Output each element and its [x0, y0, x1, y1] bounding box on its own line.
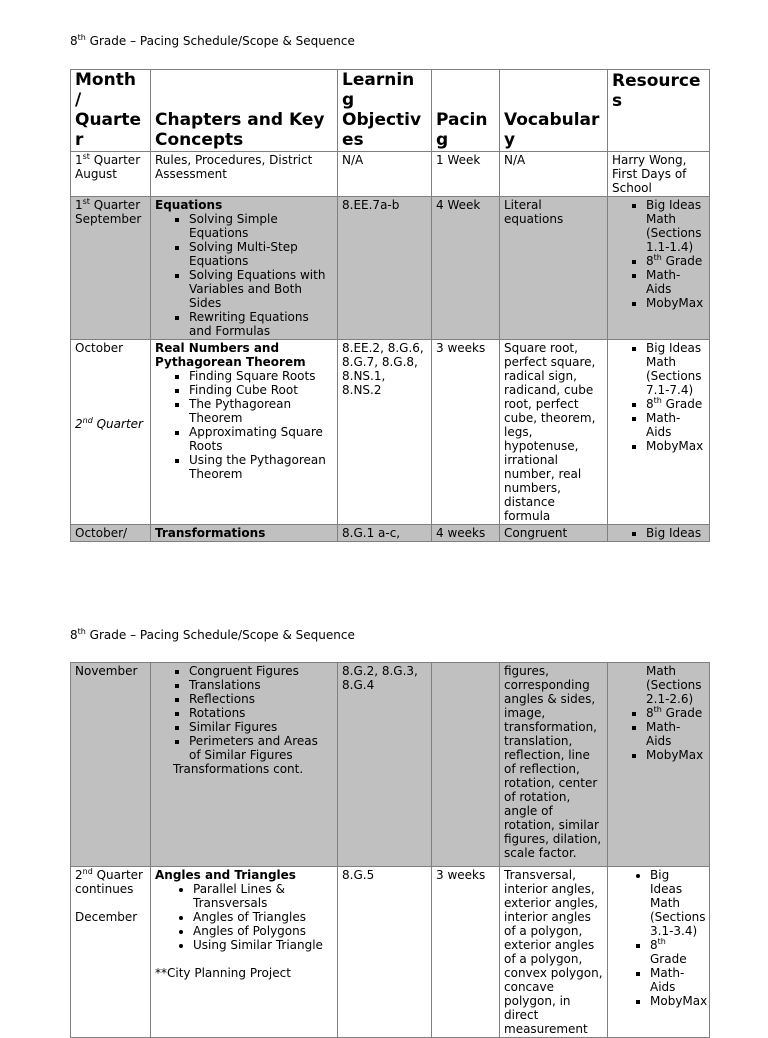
vocab-cell: figures, corresponding angles & sides, image, transformation, translation, reflection, line of reflection, rotation, center of rotation, angle of rotation, similar figures, dilation, scale factor.: [500, 663, 608, 867]
month-cell: November: [71, 663, 151, 867]
resource-list: [612, 706, 705, 762]
resources-cell: Harry Wong, First Days of School: [608, 152, 710, 197]
topic-list: [155, 369, 333, 481]
column-header-objectives: Learnin g Objectiv es: [338, 70, 432, 152]
pacing-table-page2: [70, 662, 710, 1038]
resource-item: ▪ 8th Grade: [650, 938, 705, 966]
header-grade-number: 8: [70, 628, 78, 642]
header-grade-sup: th: [77, 33, 86, 42]
chapter-cell: [151, 663, 338, 867]
vocab-cell: Square root, perfect square, radical sign, radicand, cube root, perfect cube, theorem, legs, hypotenuse, irrational number, real numbers, distance formula: [500, 340, 608, 525]
topic-item: ▪ Perimeters and Areas of Similar Figures: [189, 734, 333, 762]
topic-item: • Angles of Triangles: [193, 910, 333, 924]
topic-item: ▪ Reflections: [189, 692, 333, 706]
header-grade-number: 8: [70, 34, 78, 48]
month-cell: 1st Quarter September: [71, 197, 151, 340]
resource-list: [612, 526, 705, 540]
vocab-cell: Transversal, interior angles, exterior angles, interior angles of a polygon, exterior angles of a polygon, convex polygon, concave polygon, in direct measurement: [500, 867, 608, 1038]
project-note: **City Planning Project: [155, 966, 291, 980]
objectives-cell: N/A: [338, 152, 432, 197]
resources-cell: [608, 340, 710, 525]
chapter-cell: [151, 197, 338, 340]
pacing-cell: [432, 663, 500, 867]
topic-item: ▪ Finding Cube Root: [189, 383, 333, 397]
column-header-pacing: Pacin g: [432, 70, 500, 152]
quarter-label: 2nd Quarter: [75, 416, 143, 431]
vocab-cell: Congruent: [500, 525, 608, 542]
resource-item: ▪ 8th Grade: [646, 254, 705, 268]
resource-item: ▪ Big Ideas Math (Sections 7.1-7.4): [646, 341, 705, 397]
pacing-cell: 1 Week: [432, 152, 500, 197]
topic-item: ▪ Solving Equations with Variables and Both Sides: [189, 268, 333, 310]
objectives-cell: 8.EE.7a-b: [338, 197, 432, 340]
pacing-cell: 3 weeks: [432, 867, 500, 1038]
topic-item: ▪ Solving Multi-Step Equations: [189, 240, 333, 268]
header-title: Grade – Pacing Schedule/Scope & Sequence: [85, 628, 355, 642]
table-row: [71, 152, 710, 197]
resource-list: [612, 341, 705, 453]
resource-item: ▪ MobyMax: [646, 439, 705, 453]
chapter-title: Transformations: [155, 526, 266, 540]
vocab-cell: N/A: [500, 152, 608, 197]
table-row: [71, 197, 710, 340]
resource-item: ▪ MobyMax: [646, 748, 705, 762]
chapter-cell: [151, 525, 338, 542]
pacing-cell: 4 Week: [432, 197, 500, 340]
resources-cell: [608, 197, 710, 340]
topic-list: [155, 882, 333, 952]
vocab-cell: Literal equations: [500, 197, 608, 340]
objectives-cell: 8.EE.2, 8.G.6, 8.G.7, 8.G.8, 8.NS.1, 8.NS.2: [338, 340, 432, 525]
objectives-cell: 8.G.5: [338, 867, 432, 1038]
resource-list: [612, 198, 705, 310]
table-header-row: [71, 70, 710, 152]
topic-list: [155, 664, 333, 762]
table-row: [71, 525, 710, 542]
chapter-title: Angles and Triangles: [155, 868, 296, 882]
topic-item: ▪ Translations: [189, 678, 333, 692]
chapter-title: Real Numbers and Pythagorean Theorem: [155, 341, 306, 369]
topic-item: ▪ Rewriting Equations and Formulas: [189, 310, 333, 338]
month-cell: October/: [71, 525, 151, 542]
resource-list: [612, 868, 708, 1008]
resource-item: • Big Ideas Math (Sections 3.1-3.4): [650, 868, 705, 938]
resource-item: ▪ Math-Aids: [650, 966, 705, 994]
topic-item: • Angles of Polygons: [193, 924, 333, 938]
continuation-note: Transformations cont.: [173, 762, 304, 776]
resource-item: ▪ Math-Aids: [646, 268, 705, 296]
resource-continuation: Math (Sections 2.1-2.6): [646, 664, 702, 706]
resource-item: ▪ 8th Grade: [646, 397, 705, 411]
resource-item: ▪ 8th Grade: [646, 706, 705, 720]
topic-item: ▪ Approximating Square Roots: [189, 425, 333, 453]
topic-item: ▪ Solving Simple Equations: [189, 212, 333, 240]
topic-item: • Using Similar Triangle: [193, 938, 333, 952]
column-header-month: Month / Quarte r: [71, 70, 151, 152]
pacing-cell: 3 weeks: [432, 340, 500, 525]
column-header-resources: Resource s: [608, 70, 710, 152]
page-header: [70, 34, 355, 48]
topic-item: ▪ Rotations: [189, 706, 333, 720]
topic-item: ▪ Finding Square Roots: [189, 369, 333, 383]
header-grade-sup: th: [77, 627, 86, 636]
resource-item: ▪ Big Ideas: [646, 526, 705, 540]
pacing-cell: 4 weeks: [432, 525, 500, 542]
resources-cell: [608, 525, 710, 542]
chapter-title: Equations: [155, 198, 223, 212]
pacing-table-page1: [70, 69, 710, 542]
chapter-cell: [151, 340, 338, 525]
month-cell: 2nd Quarter continues December: [71, 867, 151, 1038]
resource-item: ▪ Math-Aids: [646, 411, 705, 439]
resource-item: ▪ Math-Aids: [646, 720, 705, 748]
topic-item: ▪ Using the Pythagorean Theorem: [189, 453, 333, 481]
topic-item: ▪ Similar Figures: [189, 720, 333, 734]
topic-item: • Parallel Lines & Transversals: [193, 882, 333, 910]
objectives-cell: 8.G.1 a-c,: [338, 525, 432, 542]
topic-item: ▪ The Pythagorean Theorem: [189, 397, 333, 425]
month-cell: October 2nd Quarter: [71, 340, 151, 525]
resource-item: ▪ MobyMax: [650, 994, 705, 1008]
chapter-cell: Rules, Procedures, District Assessment: [151, 152, 338, 197]
month-december: December: [75, 910, 138, 924]
table-row: [71, 867, 710, 1038]
column-header-chapters: Chapters and Key Concepts: [151, 70, 338, 152]
table-row: [71, 663, 710, 867]
header-title: Grade – Pacing Schedule/Scope & Sequence: [85, 34, 355, 48]
resources-cell: [608, 867, 710, 1038]
resource-item: ▪ Big Ideas Math (Sections 1.1-1.4): [646, 198, 705, 254]
column-header-vocabulary: Vocabular y: [500, 70, 608, 152]
topic-list: [155, 212, 333, 338]
chapter-cell: [151, 867, 338, 1038]
month-cell: 1st Quarter August: [71, 152, 151, 197]
topic-item: ▪ Congruent Figures: [189, 664, 333, 678]
resource-item: ▪ MobyMax: [646, 296, 705, 310]
objectives-cell: 8.G.2, 8.G.3, 8.G.4: [338, 663, 432, 867]
page-header: [70, 628, 355, 642]
resources-cell: [608, 663, 710, 867]
table-row: [71, 340, 710, 525]
